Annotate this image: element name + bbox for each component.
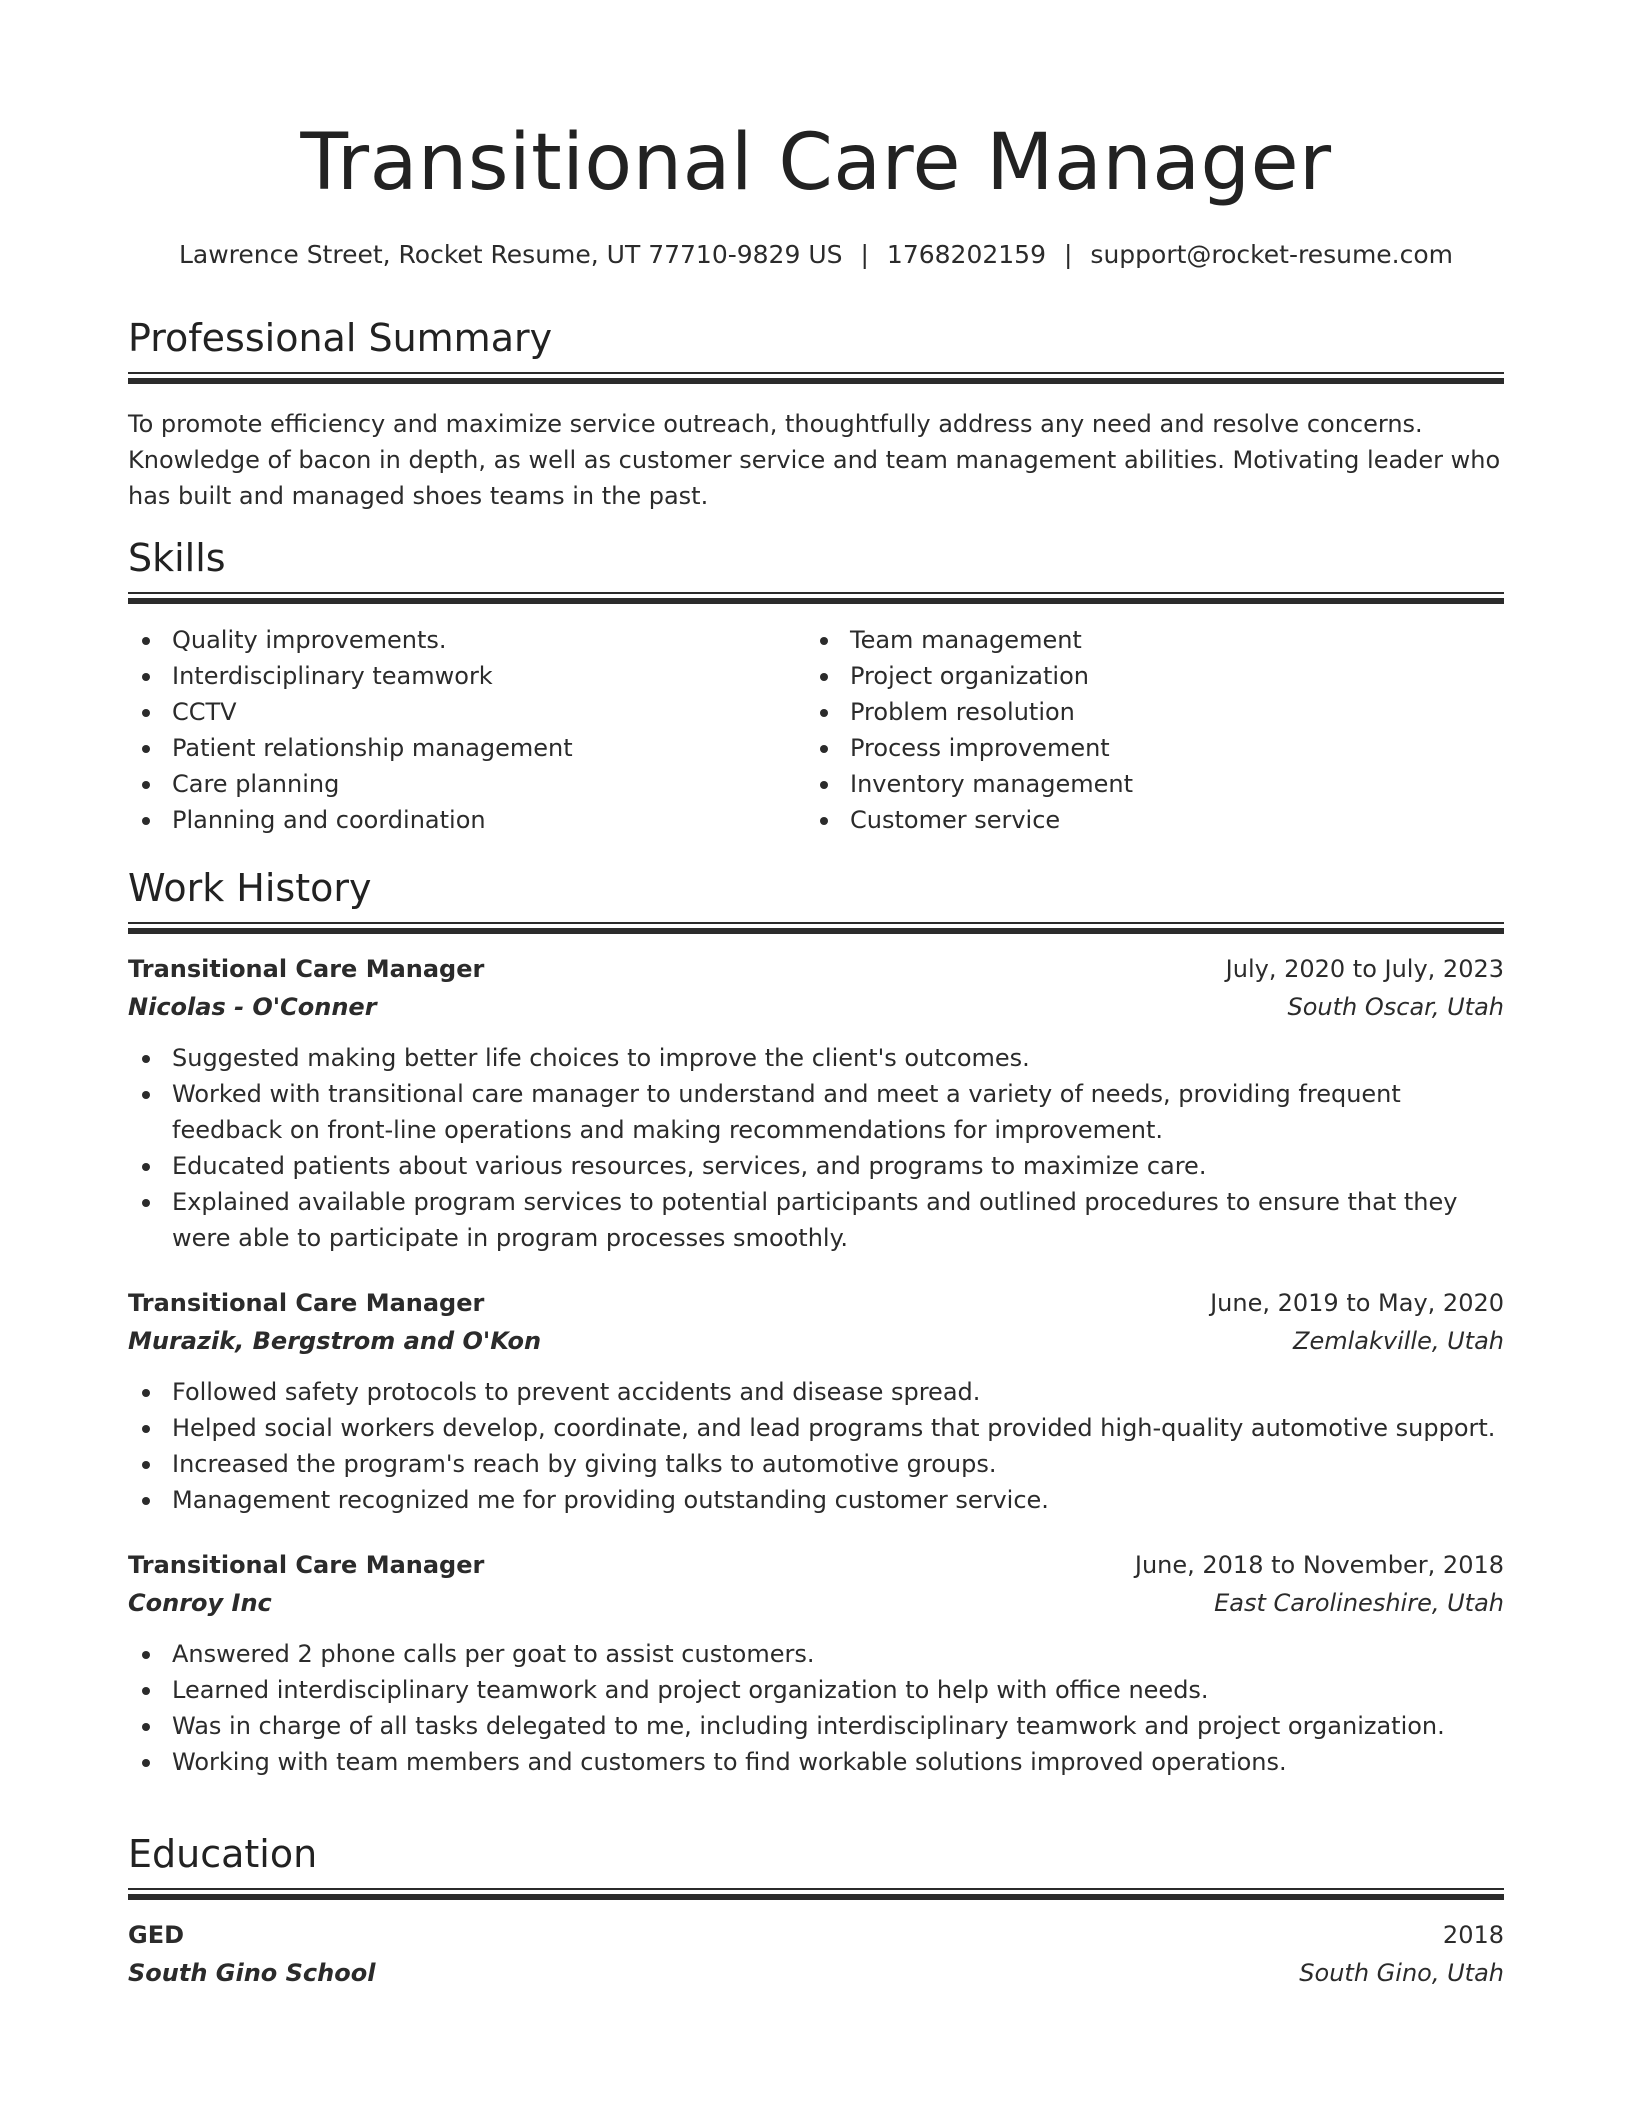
skill-item: Quality improvements. — [128, 622, 806, 658]
section-heading: Education — [128, 1832, 318, 1876]
skills-section — [128, 536, 1504, 838]
contact-address: Lawrence Street, Rocket Resume, UT 77710-9829 US — [178, 240, 843, 269]
job-bullets — [128, 1040, 1504, 1256]
job-dates: June, 2019 to May, 2020 — [1210, 1289, 1504, 1317]
contact-separator: | — [1063, 240, 1073, 269]
skill-item: Inventory management — [806, 766, 1484, 802]
job-company: Conroy Inc — [128, 1589, 272, 1617]
job-location: Zemlakville, Utah — [1293, 1327, 1504, 1355]
job-bullet: Worked with transitional care manager to understand and meet a variety of needs, providing frequent feedback on front-line operations and making recommendations for improvement. — [128, 1076, 1504, 1148]
summary-text: To promote efficiency and maximize service outreach, thoughtfully address any need and resolve concerns. Knowledge of bacon in depth, as well as customer service and team management abilities. Motivating leader who has built and managed shoes teams in the past. — [128, 410, 1501, 510]
job-bullet: Working with team members and customers to find workable solutions improved operations. — [128, 1744, 1504, 1780]
skills-list-left — [128, 622, 806, 838]
skill-item: Customer service — [806, 802, 1484, 838]
section-divider — [128, 372, 1504, 382]
job-entry — [128, 1286, 1504, 1518]
job-bullet: Management recognized me for providing outstanding customer service. — [128, 1482, 1504, 1518]
job-bullet: Educated patients about various resources, services, and programs to maximize care. — [128, 1148, 1504, 1184]
skills-columns — [128, 622, 1504, 838]
job-bullet: Explained available program services to potential participants and outlined procedures to ensure that they were able to participate in program processes smoothly. — [128, 1184, 1504, 1256]
job-company: Nicolas - O'Conner — [128, 993, 377, 1021]
contact-email: support@rocket-resume.com — [1090, 240, 1454, 269]
job-title: Transitional Care Manager — [128, 1289, 485, 1317]
education-year: 2018 — [1442, 1921, 1504, 1949]
work-history-section — [128, 866, 1504, 1780]
skill-item: Interdisciplinary teamwork — [128, 658, 806, 694]
education-entry — [128, 1918, 1504, 1990]
skill-item: Planning and coordination — [128, 802, 806, 838]
skill-item: Team management — [806, 622, 1484, 658]
job-title: Transitional Care Manager — [128, 1551, 485, 1579]
job-entry — [128, 1548, 1504, 1780]
skill-item: Patient relationship management — [128, 730, 806, 766]
skill-item: Problem resolution — [806, 694, 1484, 730]
skill-item: Care planning — [128, 766, 806, 802]
section-heading: Work History — [128, 866, 372, 910]
education-school: South Gino School — [128, 1959, 376, 1987]
resume-title: Transitional Care Manager — [300, 118, 1332, 208]
job-dates: June, 2018 to November, 2018 — [1134, 1551, 1504, 1579]
job-bullet: Increased the program's reach by giving talks to automotive groups. — [128, 1446, 1504, 1482]
job-title: Transitional Care Manager — [128, 955, 485, 983]
skill-item: CCTV — [128, 694, 806, 730]
section-divider — [128, 1888, 1504, 1898]
contact-separator: | — [860, 240, 869, 269]
section-divider — [128, 592, 1504, 602]
job-entry — [128, 952, 1504, 1256]
job-bullet: Suggested making better life choices to improve the client's outcomes. — [128, 1040, 1504, 1076]
job-bullets — [128, 1636, 1504, 1780]
skill-item: Project organization — [806, 658, 1484, 694]
section-heading: Skills — [128, 536, 226, 580]
job-bullet: Answered 2 phone calls per goat to assist customers. — [128, 1636, 1504, 1672]
skill-item: Process improvement — [806, 730, 1484, 766]
education-section — [128, 1832, 1504, 1990]
job-location: East Carolineshire, Utah — [1214, 1589, 1504, 1617]
job-bullet: Was in charge of all tasks delegated to me, including interdisciplinary teamwork and project organization. — [128, 1708, 1504, 1744]
job-bullet: Helped social workers develop, coordinate, and lead programs that provided high-quality automotive support. — [128, 1410, 1504, 1446]
summary-section — [128, 316, 1504, 514]
education-location: South Gino, Utah — [1299, 1959, 1504, 1987]
job-company: Murazik, Bergstrom and O'Kon — [128, 1327, 542, 1355]
section-heading: Professional Summary — [128, 316, 553, 360]
job-dates: July, 2020 to July, 2023 — [1225, 955, 1504, 983]
education-degree: GED — [128, 1921, 185, 1949]
section-divider — [128, 922, 1504, 932]
contact-line — [128, 240, 1504, 269]
skills-list-right — [806, 622, 1484, 838]
job-bullet: Followed safety protocols to prevent accidents and disease spread. — [128, 1374, 1504, 1410]
job-location: South Oscar, Utah — [1287, 993, 1504, 1021]
job-bullets — [128, 1374, 1504, 1518]
contact-phone: 1768202159 — [886, 240, 1046, 269]
job-bullet: Learned interdisciplinary teamwork and project organization to help with office needs. — [128, 1672, 1504, 1708]
